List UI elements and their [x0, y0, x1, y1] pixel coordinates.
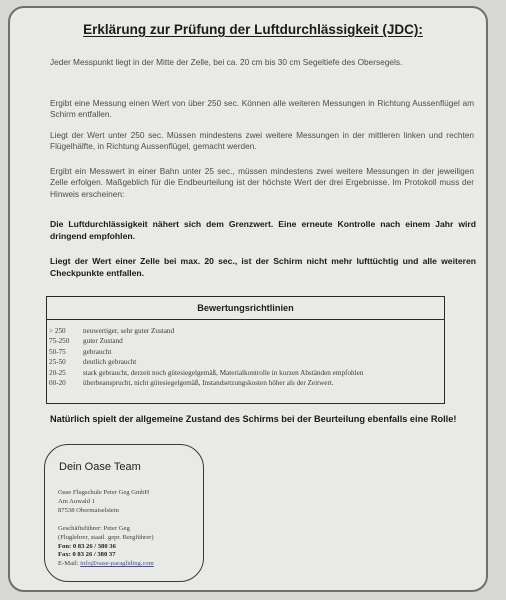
city: 87538 Obermaiselstein — [58, 506, 119, 514]
team-card — [44, 444, 204, 582]
rating-row — [47, 347, 444, 357]
paragraph-under-25: Ergibt ein Messwert in einer Bahn unter 25 sec., müssen mindestens zwei weitere Messungen in der jeweiligen Zelle erfolgen. Maßgeblich für die Endbeurteilung ist der höchste Wert der drei Ergebnisse. Im Protokoll muss der Hinweis erscheinen: — [50, 166, 474, 199]
rating-description: stark gebraucht, derzeit noch gütesiegelgemäß, Materialkontrolle in kurzen Abständen empfohlen — [83, 368, 364, 377]
manager: Geschäftsführer: Peter Geg — [58, 525, 130, 532]
rating-description: neuwertiger, sehr guter Zustand — [83, 327, 175, 335]
rating-row — [47, 378, 444, 388]
rating-row — [47, 336, 444, 346]
rating-description: deutlich gebraucht — [83, 358, 137, 367]
rating-row — [47, 357, 444, 367]
ratings-rows — [47, 326, 444, 388]
rating-description: guter Zustand — [83, 337, 123, 346]
rating-row — [47, 326, 444, 336]
warning-note: Die Luftdurchlässigkeit nähert sich dem Grenzwert. Eine erneute Kontrolle nach einem Jahr wird dringend empfohlen. — [50, 219, 476, 242]
document-title: Erklärung zur Prüfung der Luftdurchlässigkeit (JDC): — [83, 22, 423, 37]
ratings-title: Bewertungsrichtlinien — [47, 297, 444, 320]
manager-note: (Fluglehrer, staatl. gepr. Bergführer) — [58, 533, 154, 541]
address-block — [58, 489, 206, 515]
team-title: Dein Oase Team — [59, 461, 141, 473]
rating-range: 50-75 — [49, 347, 66, 356]
rating-range: 00-20 — [49, 379, 66, 388]
rating-range: 75-250 — [49, 337, 70, 346]
failure-note: Liegt der Wert einer Zelle bei max. 20 sec., ist der Schirm nicht mehr lufttüchtig und alle weiteren Checkpunkte entfallen. — [50, 256, 476, 279]
paragraph-under-250: Liegt der Wert unter 250 sec. Müssen mindestens zwei weitere Messungen in der mittleren linken und rechten Flügelhälfte, in Richtung Aussenflügel, gemacht werden. — [50, 130, 474, 152]
street: Am Auwald 1 — [58, 497, 95, 505]
rating-range: > 250 — [49, 327, 66, 335]
closing-statement: Natürlich spielt der allgemeine Zustand des Schirms bei der Beurteilung ebenfalls eine Rolle! — [50, 414, 457, 424]
paragraph-measuring-point: Jeder Messpunkt liegt in der Mitte der Zelle, bei ca. 20 cm bis 30 cm Segeltiefe des Obersegels. — [50, 57, 403, 67]
company-name: Oase Flugschule Peter Geg GmbH — [58, 489, 150, 496]
contact-block — [58, 525, 206, 569]
paragraph-over-250: Ergibt eine Messung einen Wert von über 250 sec. Können alle weiteren Messungen in Richtung Aussenflügel am Schirm entfallen. — [50, 98, 474, 120]
email-link[interactable]: info@oase-paragliding.com — [80, 560, 154, 568]
phone: Fon: 0 83 26 / 380 36 — [58, 542, 116, 550]
rating-description: gebraucht — [83, 347, 112, 356]
rating-range: 25-50 — [49, 358, 66, 367]
fax: Fax: 0 83 26 / 380 37 — [58, 551, 116, 559]
rating-description: überbeansprucht, nicht gütesiegelgemäß, Instandsetzungskosten höher als der Zeitwert. — [83, 379, 334, 388]
ratings-table — [46, 296, 445, 404]
rating-row — [47, 368, 444, 378]
email-line — [58, 560, 206, 569]
email-label: E-Mail: — [58, 560, 79, 568]
rating-range: 20-25 — [49, 368, 66, 377]
